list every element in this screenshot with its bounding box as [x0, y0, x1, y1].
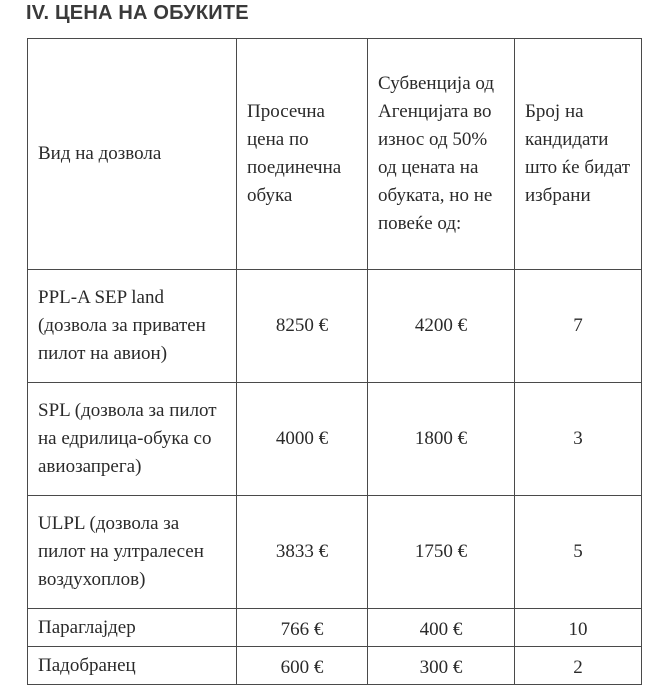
section-heading: IV. ЦЕНА НА ОБУКИТЕ — [26, 2, 249, 24]
table-row — [28, 496, 642, 609]
subsidy-cell: 4200 € — [368, 270, 515, 383]
subsidy-cell: 300 € — [368, 647, 515, 685]
header-license-type: Вид на дозвола — [28, 39, 237, 270]
price-cell: 4000 € — [237, 383, 368, 496]
price-cell: 3833 € — [237, 496, 368, 609]
table-row — [28, 609, 642, 647]
header-average-price: Просечна цена по поединечна обука — [237, 39, 368, 270]
table-row — [28, 383, 642, 496]
candidates-cell: 10 — [515, 609, 642, 647]
table-row — [28, 270, 642, 383]
license-cell: ULPL (дозвола за пилот на ултралесен воздухоплов) — [28, 496, 237, 609]
license-cell: PPL-A SEP land (дозвола за приватен пилот на авион) — [28, 270, 237, 383]
license-cell: Параглајдер — [28, 609, 237, 647]
training-price-table — [27, 38, 642, 685]
price-cell: 8250 € — [237, 270, 368, 383]
price-cell: 600 € — [237, 647, 368, 685]
candidates-cell: 5 — [515, 496, 642, 609]
candidates-cell: 7 — [515, 270, 642, 383]
header-subsidy: Субвенција од Агенцијата во износ од 50% од цената на обуката, но не повеќе од: — [368, 39, 515, 270]
subsidy-cell: 1800 € — [368, 383, 515, 496]
subsidy-cell: 400 € — [368, 609, 515, 647]
subsidy-cell: 1750 € — [368, 496, 515, 609]
license-cell: Падобранец — [28, 647, 237, 685]
license-cell: SPL (дозвола за пилот на едрилица-обука со авиозапрега) — [28, 383, 237, 496]
candidates-cell: 2 — [515, 647, 642, 685]
table-row — [28, 647, 642, 685]
price-cell: 766 € — [237, 609, 368, 647]
table-header-row — [28, 39, 642, 270]
header-candidates: Број на кандидати што ќе бидат избрани — [515, 39, 642, 270]
candidates-cell: 3 — [515, 383, 642, 496]
